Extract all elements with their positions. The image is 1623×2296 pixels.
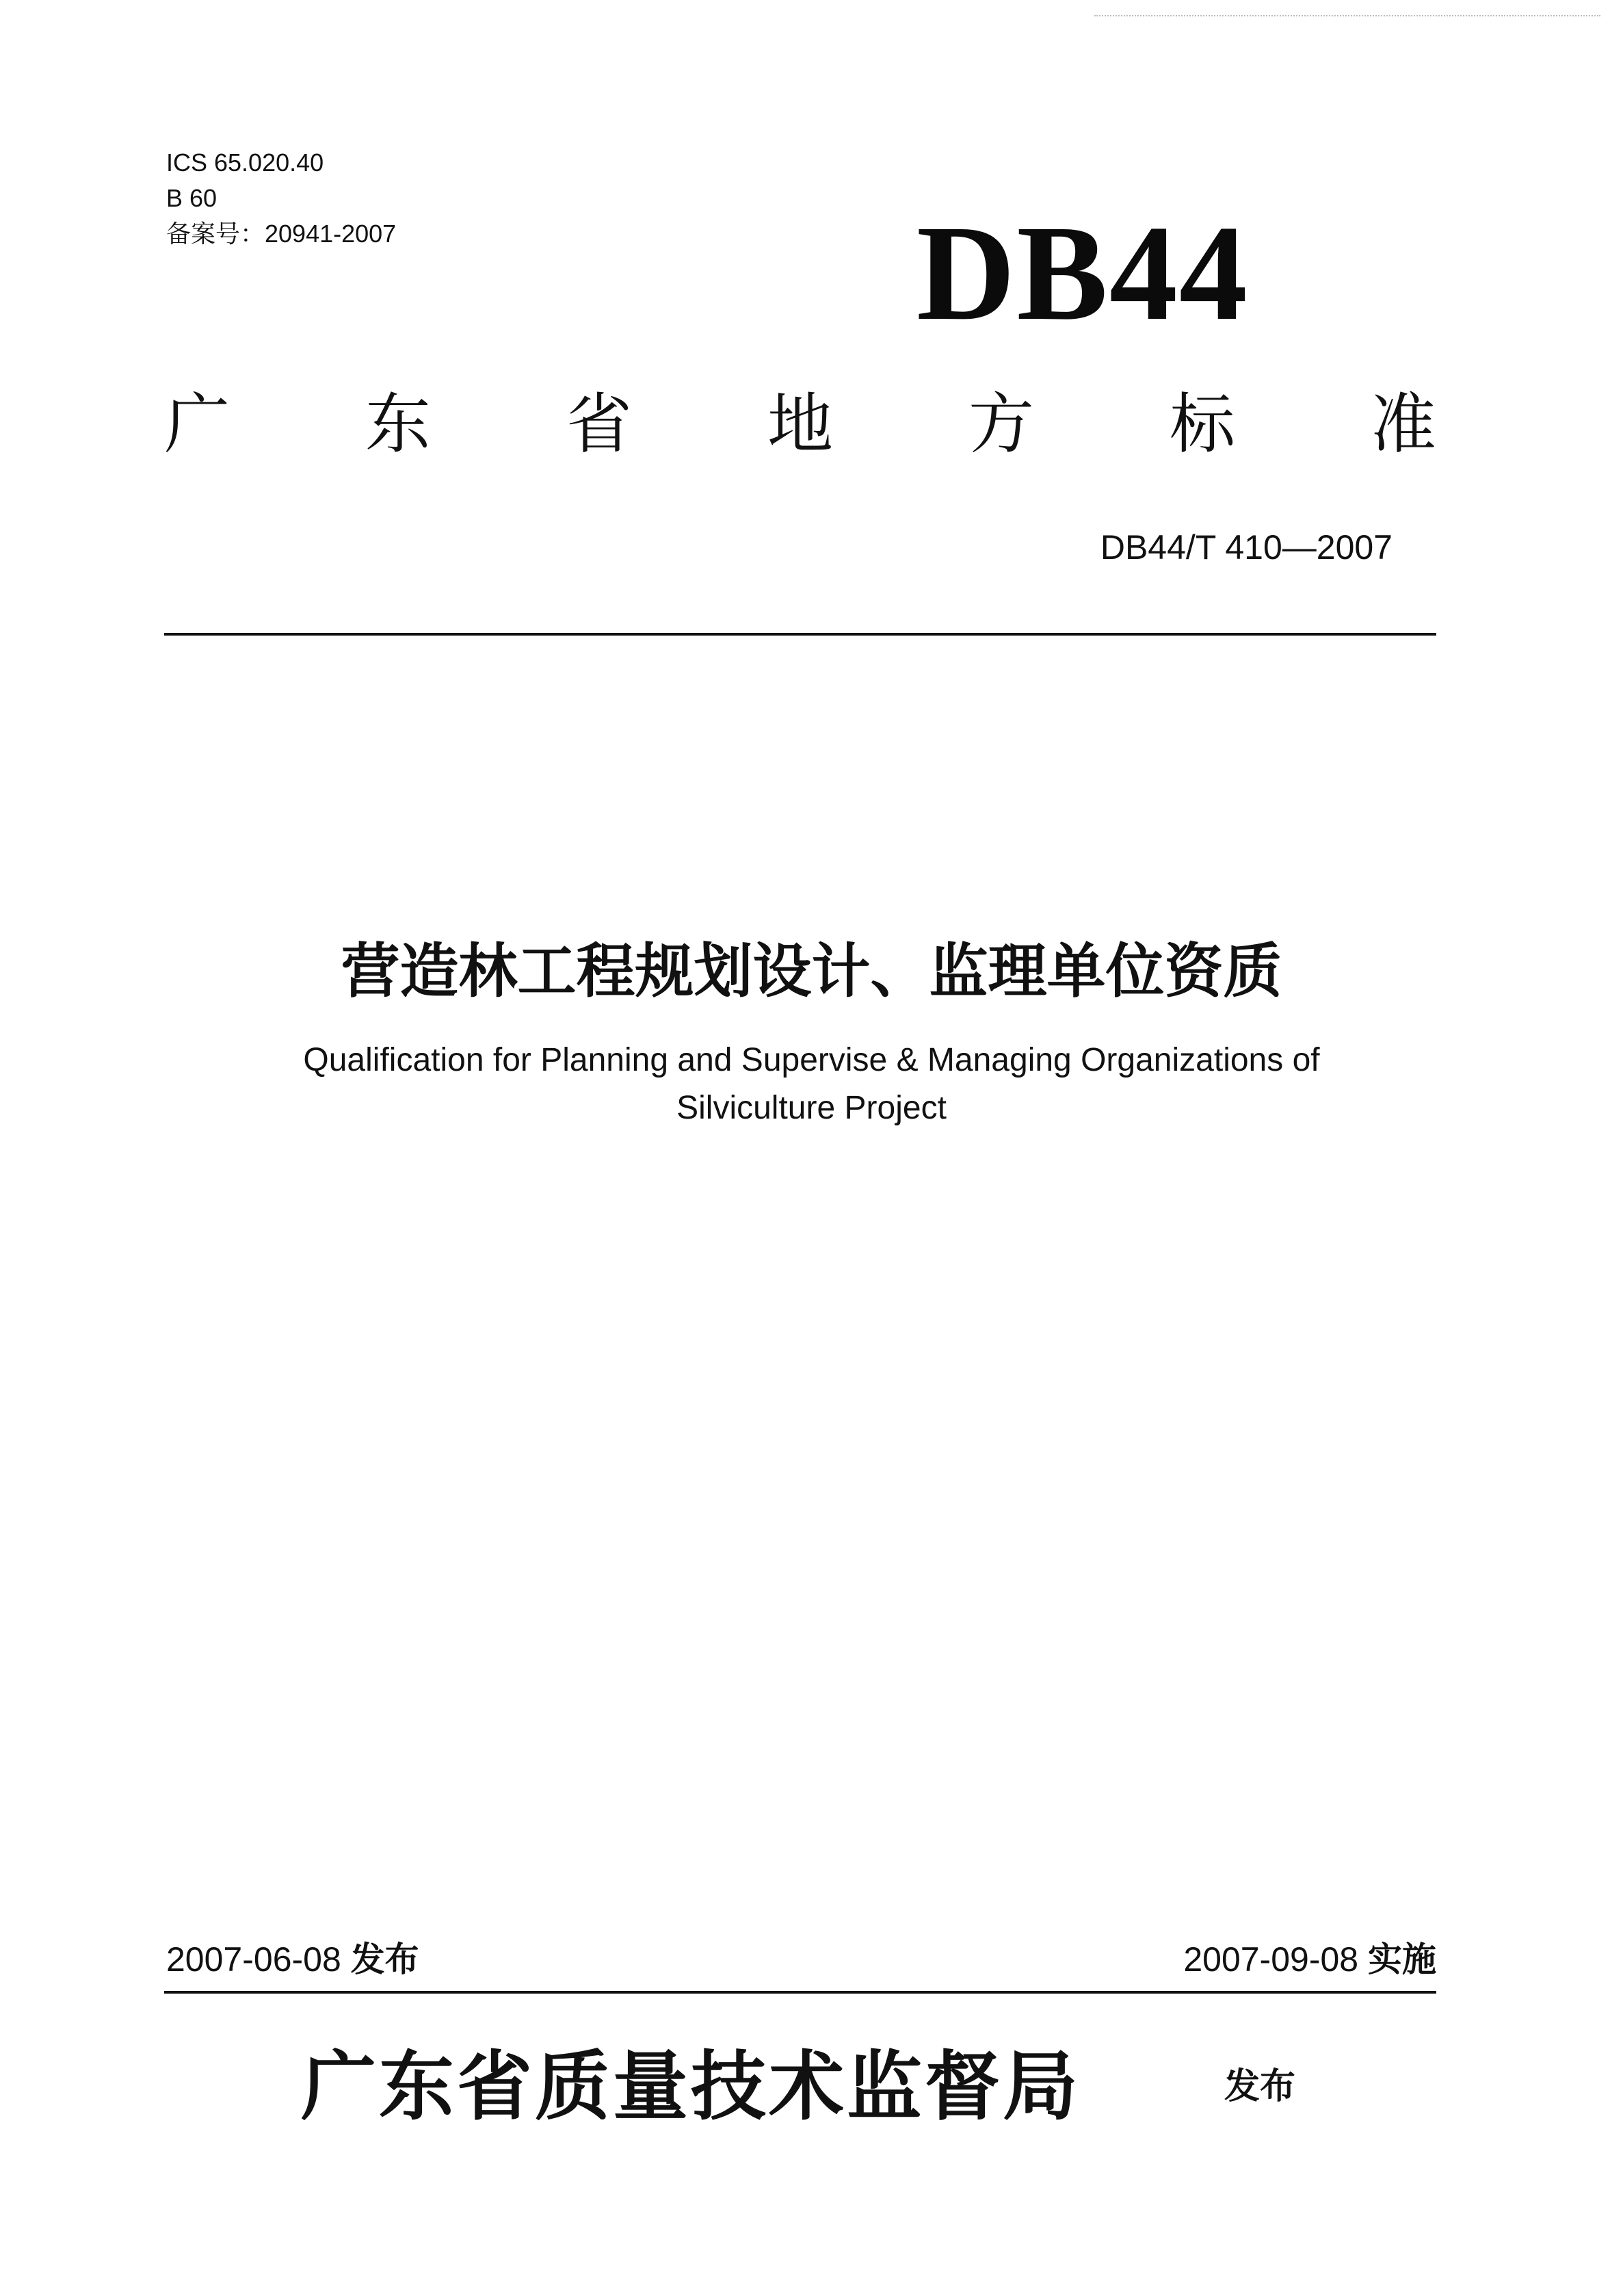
ccs-code: B 60 (166, 184, 217, 212)
publisher-name: 广东省质量技术监督局 (301, 2042, 1081, 2130)
ics-code: ICS 65.020.40 (166, 148, 324, 177)
issue-date (166, 1938, 419, 1981)
record-number-value: 20941-2007 (265, 220, 397, 248)
standard-type-char: 方 (968, 386, 1034, 462)
effective-date-value: 2007-09-08 (1183, 1940, 1359, 1979)
record-number-line (166, 216, 396, 252)
standard-type-char: 准 (1371, 386, 1436, 462)
standard-type-char: 东 (365, 386, 431, 462)
issue-date-value: 2007-06-08 (166, 1940, 341, 1979)
standard-type-char: 地 (767, 386, 833, 462)
classification-block (166, 145, 396, 252)
standard-type-char: 省 (566, 386, 632, 462)
scan-edge-artifact (1094, 15, 1600, 16)
record-number-label: 备案号： (166, 220, 265, 248)
effective-date (1183, 1938, 1436, 1981)
title-chinese: 营造林工程规划设计、监理单位资质 (341, 937, 1282, 1006)
publisher-action: 发布 (1224, 2066, 1296, 2107)
effective-date-label: 实施 (1368, 1940, 1436, 1979)
standard-type-char: 广 (164, 386, 230, 462)
standard-type-char: 标 (1170, 386, 1235, 462)
standard-number: DB44/T 410—2007 (1100, 528, 1393, 566)
standard-type-heading (164, 383, 1436, 465)
title-english-line-1: Qualification for Planning and Supervise & Managing Organizations of (303, 1042, 1320, 1078)
db44-logo: DB44 (916, 198, 1249, 349)
title-english (0, 1036, 1623, 1132)
title-english-line-2: Silviculture Project (676, 1090, 947, 1126)
issue-date-label: 发布 (350, 1940, 419, 1979)
footer-divider (164, 1991, 1436, 1994)
header-divider (164, 633, 1436, 636)
